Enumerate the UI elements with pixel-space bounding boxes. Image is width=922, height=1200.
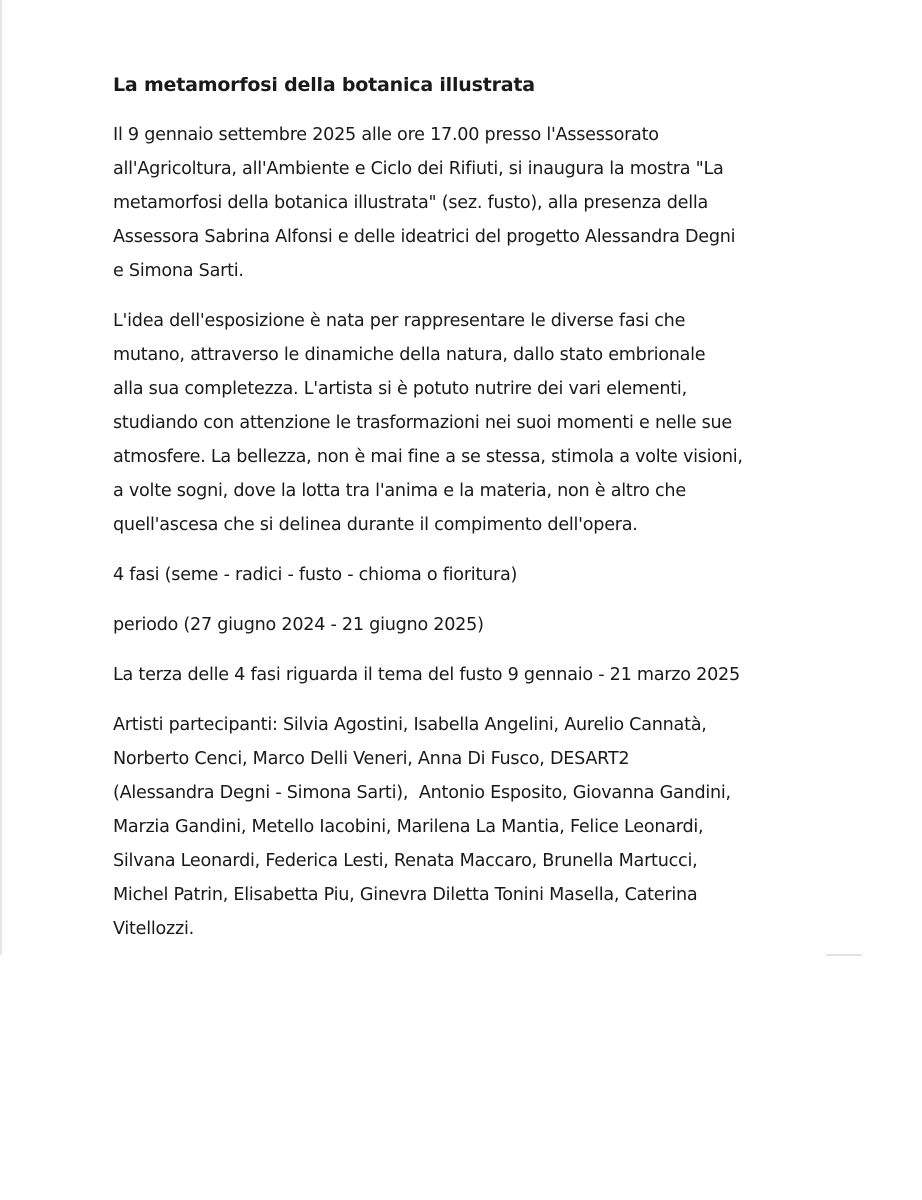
text-line: 4 fasi (seme - radici - fusto - chioma o fioritura)	[113, 565, 518, 585]
paragraph-period	[113, 608, 873, 642]
text-line: La terza delle 4 fasi riguarda il tema del fusto 9 gennaio - 21 marzo 2025	[113, 665, 740, 685]
text-line: mutano, attraverso le dinamiche della natura, dallo stato embrionale	[113, 345, 706, 365]
text-line: a volte sogni, dove la lotta tra l'anima e la materia, non è altro che	[113, 481, 686, 501]
text-line: Norberto Cenci, Marco Delli Veneri, Anna Di Fusco, DESART2	[113, 749, 630, 769]
text-line: (Alessandra Degni - Simona Sarti), Antonio Esposito, Giovanna Gandini,	[113, 783, 731, 803]
text-line: alla sua completezza. L'artista si è potuto nutrire dei vari elementi,	[113, 379, 687, 399]
text-line: periodo (27 giugno 2024 - 21 giugno 2025)	[113, 615, 484, 635]
text-line: Vitellozzi.	[113, 919, 195, 939]
text-line: Artisti partecipanti: Silvia Agostini, Isabella Angelini, Aurelio Cannatà,	[113, 715, 707, 735]
text-line: studiando con attenzione le trasformazioni nei suoi momenti e nelle sue	[113, 413, 733, 433]
paragraph-concept	[113, 304, 873, 542]
text-line: all'Agricoltura, all'Ambiente e Ciclo dei Rifiuti, si inaugura la mostra "La	[113, 159, 724, 179]
document-body	[113, 68, 873, 962]
text-line: metamorfosi della botanica illustrata" (sez. fusto), alla presenza della	[113, 193, 709, 213]
document-title: La metamorfosi della botanica illustrata	[113, 74, 535, 96]
text-line: Silvana Leonardi, Federica Lesti, Renata Maccaro, Brunella Martucci,	[113, 851, 698, 871]
paragraph-artists	[113, 708, 873, 946]
paragraph-third-phase	[113, 658, 873, 692]
text-line: Michel Patrin, Elisabetta Piu, Ginevra Diletta Tonini Masella, Caterina	[113, 885, 698, 905]
text-line: quell'ascesa che si delinea durante il compimento dell'opera.	[113, 515, 638, 535]
text-line: Marzia Gandini, Metello Iacobini, Marilena La Mantia, Felice Leonardi,	[113, 817, 704, 837]
text-line: Il 9 gennaio settembre 2025 alle ore 17.00 presso l'Assessorato	[113, 125, 659, 145]
text-line: Assessora Sabrina Alfonsi e delle ideatrici del progetto Alessandra Degni	[113, 227, 736, 247]
text-line: atmosfere. La bellezza, non è mai fine a se stessa, stimola a volte visioni,	[113, 447, 743, 467]
text-line: e Simona Sarti.	[113, 261, 244, 281]
paragraph-phases	[113, 558, 873, 592]
text-line: L'idea dell'esposizione è nata per rappresentare le diverse fasi che	[113, 311, 686, 331]
paragraph-inauguration	[113, 118, 873, 288]
page-edge-line	[0, 0, 2, 955]
